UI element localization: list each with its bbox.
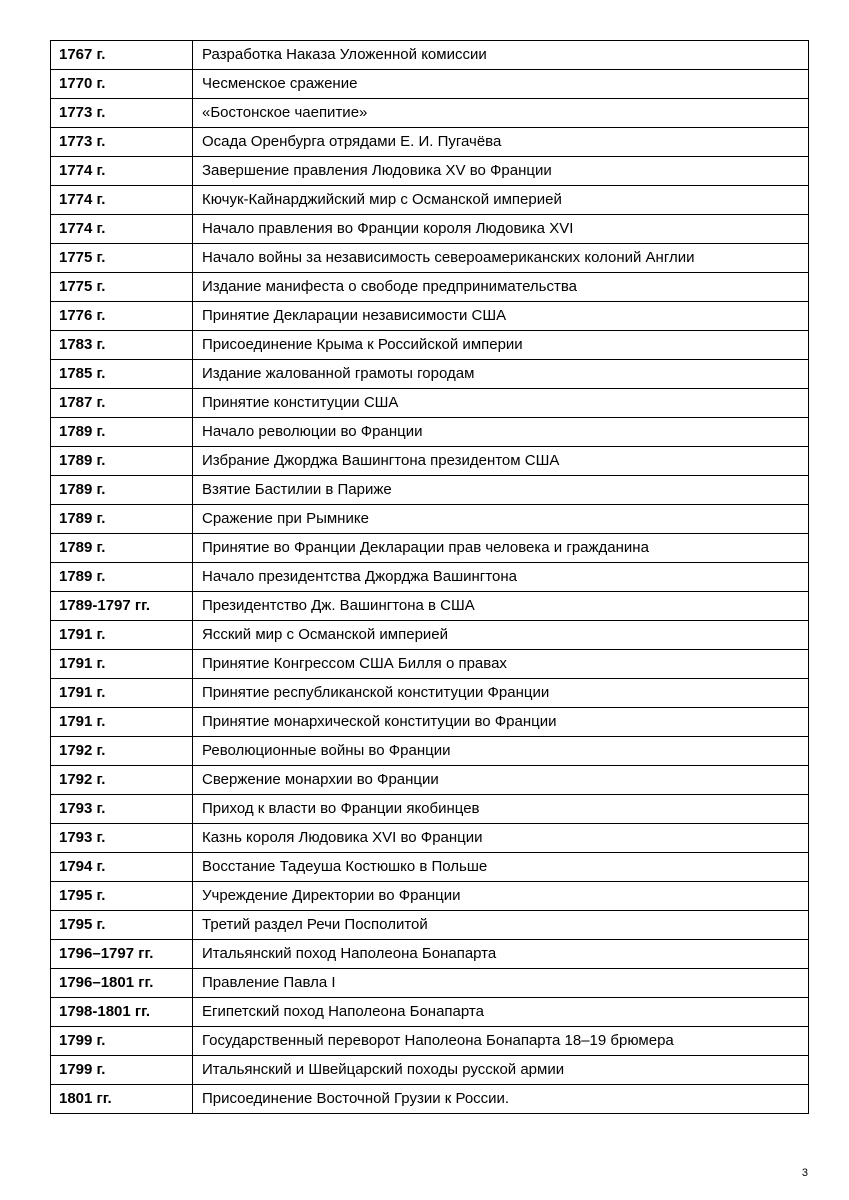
- event-cell: Присоединение Восточной Грузии к России.: [193, 1085, 809, 1114]
- table-row: [51, 969, 809, 998]
- table-row: [51, 882, 809, 911]
- table-row: [51, 505, 809, 534]
- date-cell: 1774 г.: [51, 215, 193, 244]
- date-cell: 1789 г.: [51, 418, 193, 447]
- event-cell: Принятие во Франции Декларации прав человека и гражданина: [193, 534, 809, 563]
- table-row: [51, 418, 809, 447]
- date-cell: 1789 г.: [51, 505, 193, 534]
- event-cell: Начало президентства Джорджа Вашингтона: [193, 563, 809, 592]
- date-cell: 1799 г.: [51, 1056, 193, 1085]
- table-row: [51, 737, 809, 766]
- date-cell: 1773 г.: [51, 128, 193, 157]
- event-cell: Ясский мир с Османской империей: [193, 621, 809, 650]
- table-row: [51, 447, 809, 476]
- date-cell: 1793 г.: [51, 824, 193, 853]
- event-cell: Начало войны за независимость североамериканских колоний Англии: [193, 244, 809, 273]
- table-row: [51, 157, 809, 186]
- date-cell: 1795 г.: [51, 911, 193, 940]
- event-cell: Учреждение Директории во Франции: [193, 882, 809, 911]
- event-cell: Чесменское сражение: [193, 70, 809, 99]
- event-cell: Принятие республиканской конституции Франции: [193, 679, 809, 708]
- event-cell: Избрание Джорджа Вашингтона президентом США: [193, 447, 809, 476]
- event-cell: Принятие монархической конституции во Франции: [193, 708, 809, 737]
- table-row: [51, 998, 809, 1027]
- date-cell: 1791 г.: [51, 679, 193, 708]
- date-cell: 1774 г.: [51, 186, 193, 215]
- event-cell: Государственный переворот Наполеона Бонапарта 18–19 брюмера: [193, 1027, 809, 1056]
- table-row: [51, 563, 809, 592]
- timeline-table: [50, 40, 809, 1114]
- event-cell: Восстание Тадеуша Костюшко в Польше: [193, 853, 809, 882]
- date-cell: 1794 г.: [51, 853, 193, 882]
- table-row: [51, 476, 809, 505]
- table-row: [51, 70, 809, 99]
- event-cell: Взятие Бастилии в Париже: [193, 476, 809, 505]
- event-cell: Приход к власти во Франции якобинцев: [193, 795, 809, 824]
- table-row: [51, 795, 809, 824]
- event-cell: Принятие Конгрессом США Билля о правах: [193, 650, 809, 679]
- table-row: [51, 41, 809, 70]
- table-row: [51, 1056, 809, 1085]
- table-row: [51, 186, 809, 215]
- date-cell: 1785 г.: [51, 360, 193, 389]
- table-row: [51, 853, 809, 882]
- table-row: [51, 1085, 809, 1114]
- table-row: [51, 650, 809, 679]
- date-cell: 1792 г.: [51, 766, 193, 795]
- date-cell: 1783 г.: [51, 331, 193, 360]
- table-row: [51, 1027, 809, 1056]
- table-row: [51, 244, 809, 273]
- table-row: [51, 621, 809, 650]
- date-cell: 1774 г.: [51, 157, 193, 186]
- event-cell: Президентство Дж. Вашингтона в США: [193, 592, 809, 621]
- date-cell: 1789 г.: [51, 476, 193, 505]
- date-cell: 1776 г.: [51, 302, 193, 331]
- date-cell: 1789 г.: [51, 447, 193, 476]
- date-cell: 1791 г.: [51, 708, 193, 737]
- date-cell: 1795 г.: [51, 882, 193, 911]
- date-cell: 1796–1797 гг.: [51, 940, 193, 969]
- date-cell: 1789 г.: [51, 534, 193, 563]
- page-number: 3: [801, 1167, 808, 1179]
- table-row: [51, 708, 809, 737]
- event-cell: Принятие Декларации независимости США: [193, 302, 809, 331]
- event-cell: Кючук-Кайнарджийский мир с Османской империей: [193, 186, 809, 215]
- event-cell: Третий раздел Речи Посполитой: [193, 911, 809, 940]
- event-cell: Сражение при Рымнике: [193, 505, 809, 534]
- date-cell: 1791 г.: [51, 621, 193, 650]
- table-row: [51, 592, 809, 621]
- event-cell: Издание манифеста о свободе предпринимательства: [193, 273, 809, 302]
- date-cell: 1793 г.: [51, 795, 193, 824]
- date-cell: 1789 г.: [51, 563, 193, 592]
- event-cell: Революционные войны во Франции: [193, 737, 809, 766]
- table-row: [51, 824, 809, 853]
- event-cell: Казнь короля Людовика XVI во Франции: [193, 824, 809, 853]
- event-cell: Осада Оренбурга отрядами Е. И. Пугачёва: [193, 128, 809, 157]
- date-cell: 1770 г.: [51, 70, 193, 99]
- event-cell: Завершение правления Людовика XV во Франции: [193, 157, 809, 186]
- event-cell: Египетский поход Наполеона Бонапарта: [193, 998, 809, 1027]
- table-row: [51, 534, 809, 563]
- event-cell: Свержение монархии во Франции: [193, 766, 809, 795]
- event-cell: Разработка Наказа Уложенной комиссии: [193, 41, 809, 70]
- table-row: [51, 302, 809, 331]
- date-cell: 1796–1801 гг.: [51, 969, 193, 998]
- event-cell: «Бостонское чаепитие»: [193, 99, 809, 128]
- table-row: [51, 273, 809, 302]
- date-cell: 1799 г.: [51, 1027, 193, 1056]
- date-cell: 1789-1797 гг.: [51, 592, 193, 621]
- event-cell: Начало революции во Франции: [193, 418, 809, 447]
- event-cell: Итальянский и Швейцарский походы русской армии: [193, 1056, 809, 1085]
- table-row: [51, 128, 809, 157]
- date-cell: 1798-1801 гг.: [51, 998, 193, 1027]
- date-cell: 1801 гг.: [51, 1085, 193, 1114]
- event-cell: Издание жалованной грамоты городам: [193, 360, 809, 389]
- table-row: [51, 389, 809, 418]
- table-row: [51, 766, 809, 795]
- event-cell: Начало правления во Франции короля Людовика XVI: [193, 215, 809, 244]
- date-cell: 1775 г.: [51, 273, 193, 302]
- date-cell: 1767 г.: [51, 41, 193, 70]
- date-cell: 1791 г.: [51, 650, 193, 679]
- date-cell: 1792 г.: [51, 737, 193, 766]
- event-cell: Присоединение Крыма к Российской империи: [193, 331, 809, 360]
- table-row: [51, 99, 809, 128]
- table-row: [51, 911, 809, 940]
- date-cell: 1787 г.: [51, 389, 193, 418]
- event-cell: Принятие конституции США: [193, 389, 809, 418]
- event-cell: Правление Павла I: [193, 969, 809, 998]
- table-row: [51, 360, 809, 389]
- table-row: [51, 331, 809, 360]
- date-cell: 1773 г.: [51, 99, 193, 128]
- table-row: [51, 215, 809, 244]
- date-cell: 1775 г.: [51, 244, 193, 273]
- timeline-table-body: [51, 41, 809, 1114]
- event-cell: Итальянский поход Наполеона Бонапарта: [193, 940, 809, 969]
- table-row: [51, 679, 809, 708]
- table-row: [51, 940, 809, 969]
